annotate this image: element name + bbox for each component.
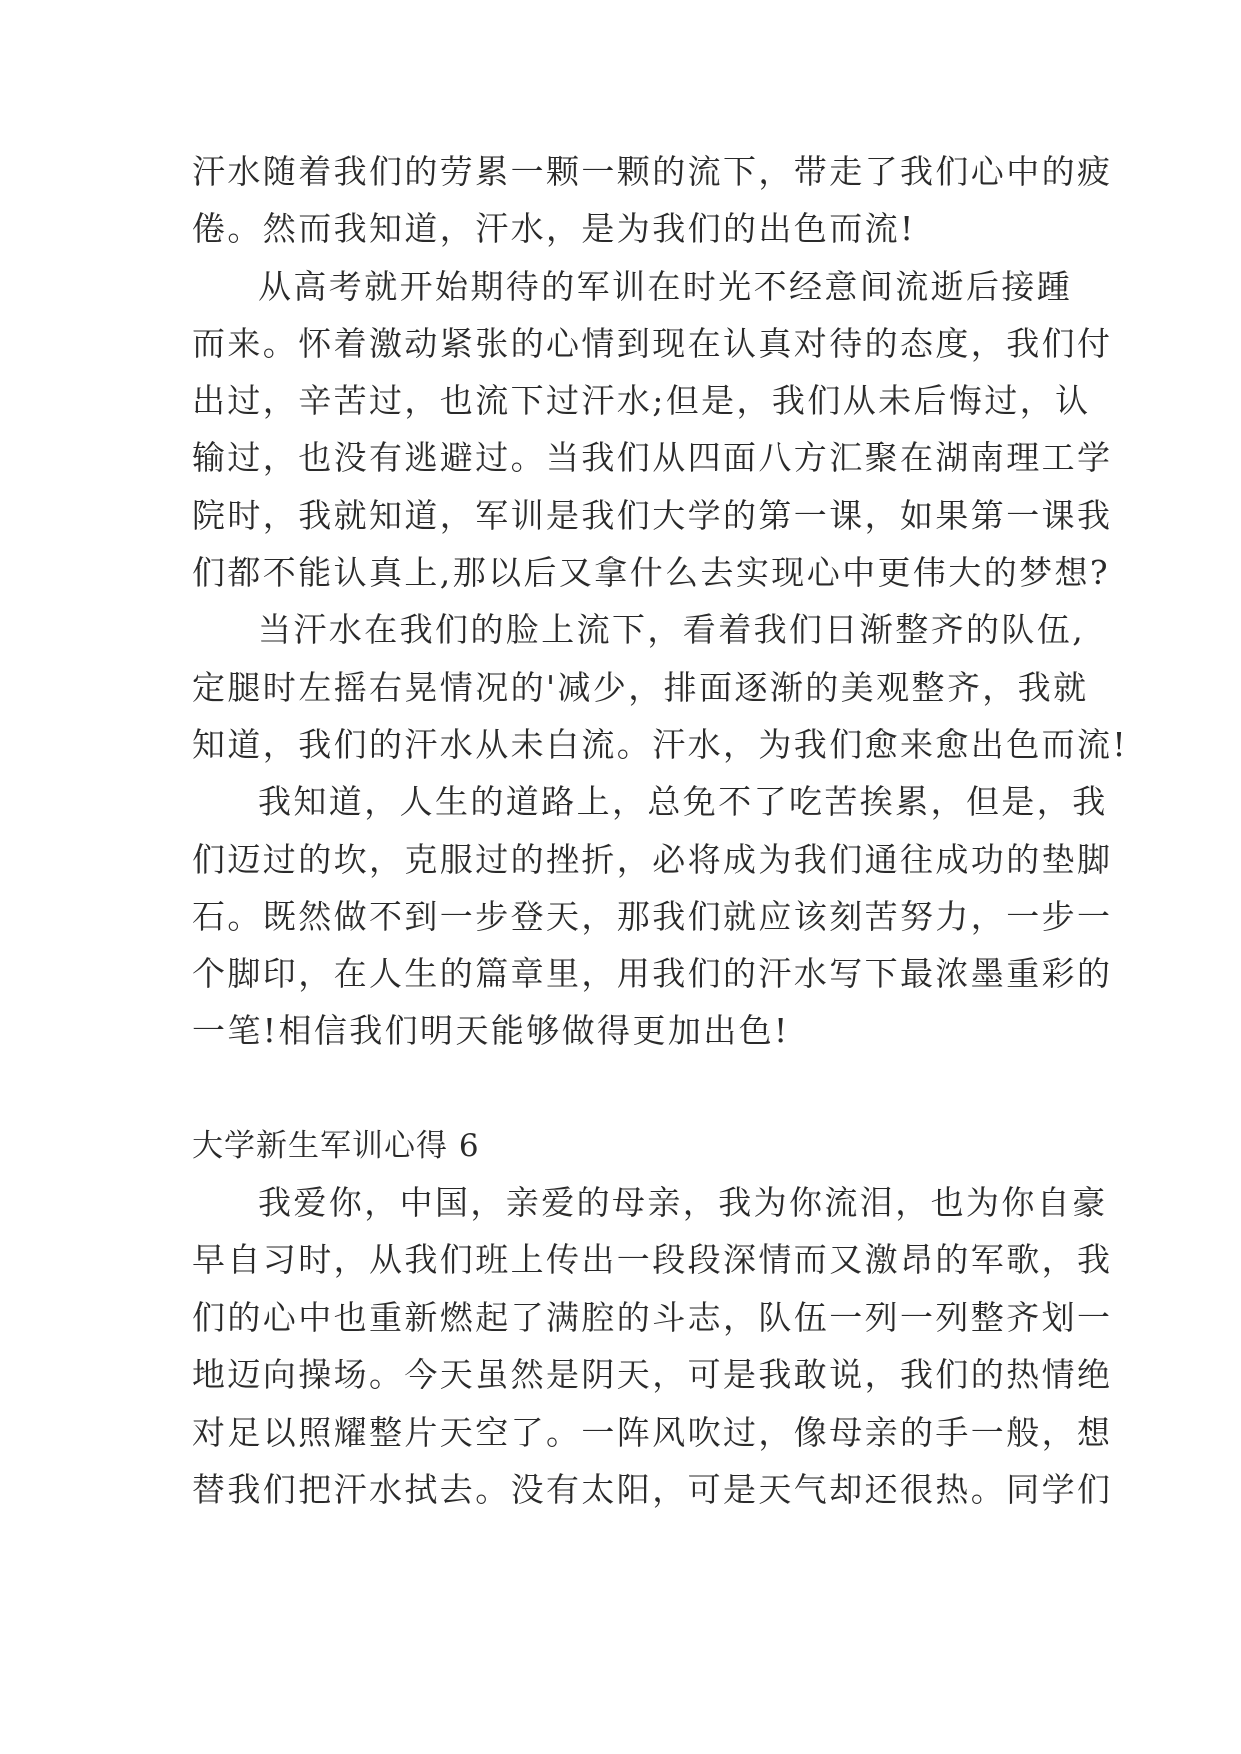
paragraph-line: 从高考就开始期待的军训在时光不经意间流逝后接踵	[258, 267, 1073, 306]
paragraph-line: 倦。然而我知道，汗水，是为我们的出色而流!	[192, 209, 916, 248]
paragraph-line: 早自习时，从我们班上传出一段段深情而又激昂的军歌，我	[192, 1240, 1113, 1279]
paragraph-line: 地迈向操场。今天虽然是阴天，可是我敢说，我们的热情绝	[192, 1355, 1113, 1394]
paragraph-line: 汗水随着我们的劳累一颗一颗的流下，带走了我们心中的疲	[192, 152, 1113, 191]
paragraph-line: 当汗水在我们的脸上流下，看着我们日渐整齐的队伍,	[258, 610, 1086, 649]
paragraph-line: 个脚印，在人生的篇章里，用我们的汗水写下最浓墨重彩的	[192, 954, 1113, 993]
paragraph-line: 们都不能认真上,那以后又拿什么去实现心中更伟大的梦想?	[192, 553, 1110, 592]
paragraph-line: 们的心中也重新燃起了满腔的斗志，队伍一列一列整齐划一	[192, 1298, 1113, 1337]
paragraph-line: 院时，我就知道，军训是我们大学的第一课，如果第一课我	[192, 496, 1113, 535]
paragraph-line: 石。既然做不到一步登天，那我们就应该刻苦努力，一步一	[192, 897, 1113, 936]
paragraph-line: 对足以照耀整片天空了。一阵风吹过，像母亲的手一般，想	[192, 1413, 1113, 1452]
paragraph-line: 知道，我们的汗水从未白流。汗水，为我们愈来愈出色而流!	[192, 725, 1129, 764]
paragraph-line: 输过，也没有逃避过。当我们从四面八方汇聚在湖南理工学	[192, 438, 1113, 477]
paragraph-line: 定腿时左摇右晃情况的'减少，排面逐渐的美观整齐，我就	[192, 668, 1089, 707]
paragraph-line: 我爱你，中国，亲爱的母亲，我为你流泪，也为你自豪	[258, 1183, 1108, 1222]
paragraph-line: 我知道，人生的道路上，总免不了吃苦挨累，但是，我	[258, 782, 1108, 821]
paragraph-line: 们迈过的坎，克服过的挫折，必将成为我们通往成功的垫脚	[192, 840, 1113, 879]
section-heading: 大学新生军训心得 6	[192, 1128, 480, 1164]
paragraph-line: 替我们把汗水拭去。没有太阳，可是天气却还很热。同学们	[192, 1470, 1113, 1509]
paragraph-line: 出过，辛苦过，也流下过汗水;但是，我们从未后悔过，认	[192, 381, 1091, 420]
paragraph-line: 一笔!相信我们明天能够做得更加出色!	[192, 1011, 790, 1050]
paragraph-line: 而来。怀着激动紧张的心情到现在认真对待的态度，我们付	[192, 324, 1113, 363]
